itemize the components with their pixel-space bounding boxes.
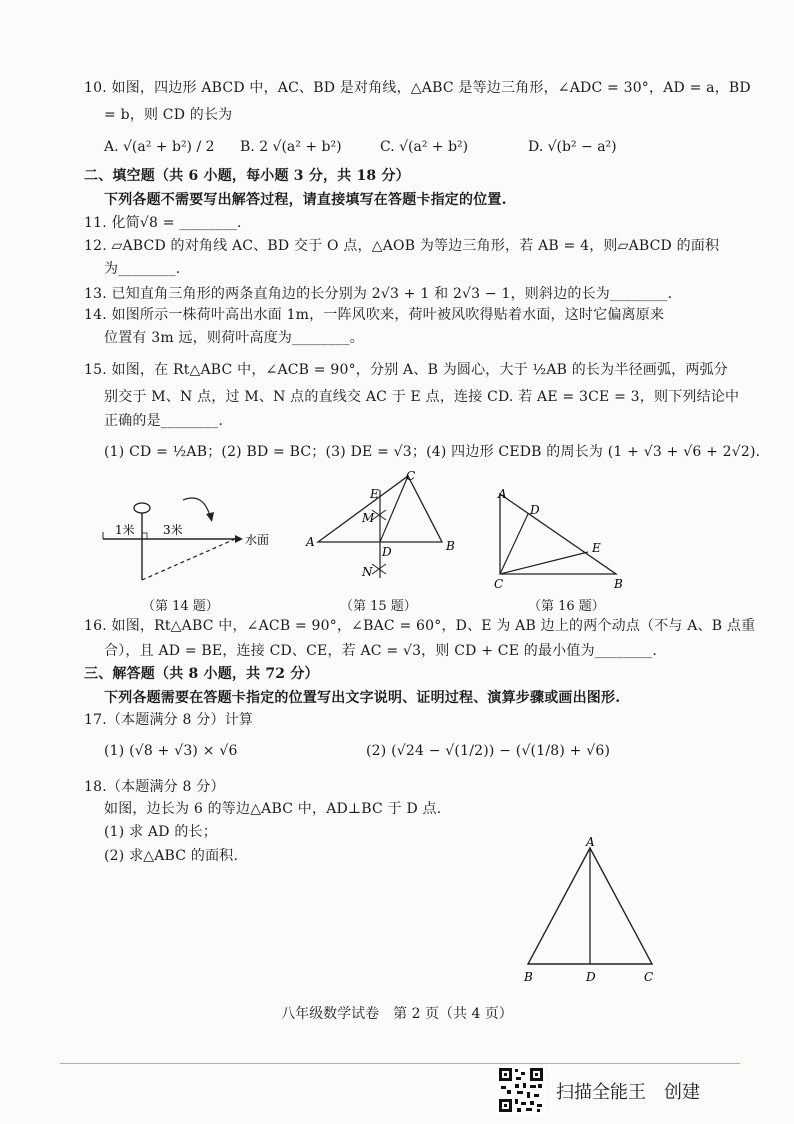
- wind-arc: [183, 498, 210, 516]
- q14-line2: 位置有 3m 远，则荷叶高度为________。: [104, 330, 364, 346]
- label-c: C: [644, 970, 654, 984]
- q14-line1: 14. 如图所示一株荷叶高出水面 1m，一阵风吹来，荷叶被风吹得贴着水面，这时它偏离原来: [84, 307, 665, 323]
- label-b: B: [614, 577, 623, 591]
- label-b: B: [446, 539, 455, 553]
- triangle-acb: [500, 494, 616, 574]
- label-d: D: [382, 545, 392, 559]
- q15-line4: (1) CD = ½AB；(2) BD = BC；(3) DE = √3；(4) 四边形 CEDB 的周长为 (1 + √3 + √6 + 2√2).: [104, 444, 761, 460]
- q18-line3: (2) 求△ABC 的面积.: [104, 848, 239, 864]
- label-d: D: [530, 503, 540, 517]
- figure-14: [95, 472, 285, 592]
- figure-16: [488, 484, 638, 594]
- q16-line1: 16. 如图，Rt△ABC 中，∠ACB = 90°，∠BAC = 60°，D、E 为 AB 边上的两个动点（不与 A、B 点重: [84, 618, 756, 634]
- label-c: C: [406, 470, 416, 483]
- section2-instruction: 下列各题不需要写出解答过程，请直接填写在答题卡指定的位置.: [104, 192, 507, 208]
- caption-16: （第 16 题）: [528, 599, 605, 614]
- label-m: M: [362, 511, 375, 525]
- water-arrow-icon: [235, 535, 243, 543]
- q12-line2: 为________.: [104, 261, 181, 277]
- figure-18: [514, 836, 664, 988]
- q12-line1: 12. ▱ABCD 的对角线 AC、BD 交于 O 点，△AOB 为等边三角形，若 AB = 4，则▱ABCD 的面积: [84, 238, 720, 254]
- figure-15: [300, 470, 470, 590]
- label-c: C: [494, 577, 504, 591]
- q10-line1: 10. 如图，四边形 ABCD 中，AC、BD 是对角线，△ABC 是等边三角形，∠ADC = 30°，AD = a，BD: [84, 80, 751, 96]
- q11: 11. 化简√8 = ________.: [84, 215, 242, 231]
- section3-title: 三、解答题（共 8 小题，共 72 分）: [84, 666, 319, 682]
- caption-15: （第 15 题）: [340, 599, 417, 614]
- q17-part1: (1) (√8 + √3) × √6: [104, 743, 238, 759]
- label-1m: 1米: [115, 523, 135, 537]
- section3-instruction: 下列各题需要在答题卡指定的位置写出文字说明、证明过程、演算步骤或画出图形.: [104, 690, 621, 706]
- label-3m: 3米: [163, 523, 183, 537]
- q18-title: 18.（本题满分 8 分）: [84, 779, 225, 795]
- caption-14: （第 14 题）: [142, 599, 219, 614]
- q17-title: 17.（本题满分 8 分）计算: [84, 712, 254, 728]
- wind-arrow-icon: [206, 512, 214, 522]
- q16-line2: 合），且 AD = BE，连接 CD、CE，若 AC = √3，则 CD + CE 的最小值为________.: [104, 643, 658, 659]
- label-water: 水面: [245, 533, 270, 547]
- q15-line2: 别交于 M、N 点，过 M、N 点的直线交 AC 于 E 点，连接 CD. 若 AE = 3CE = 3，则下列结论中: [104, 389, 740, 405]
- qr-code-icon[interactable]: [497, 1066, 545, 1114]
- q10-option-b: B. 2 √(a² + b²): [240, 139, 342, 155]
- q10-option-a: A. √(a² + b²) / 2: [104, 139, 215, 155]
- q10-option-c: C. √(a² + b²): [380, 139, 469, 155]
- label-d: D: [586, 970, 596, 984]
- label-a: A: [586, 836, 595, 849]
- label-n: N: [362, 565, 373, 579]
- q10-option-d: D. √(b² − a²): [528, 139, 617, 155]
- label-e: E: [592, 541, 601, 555]
- bent-stem-dashed: [142, 539, 235, 580]
- label-e: E: [370, 487, 379, 501]
- q15-line1: 15. 如图，在 Rt△ABC 中，∠ACB = 90°，分别 A、B 为圆心，大于 ½AB 的长为半径画弧，两弧分: [84, 362, 728, 378]
- label-b: B: [524, 970, 533, 984]
- label-a: A: [498, 487, 507, 501]
- lotus-leaf: [134, 503, 150, 513]
- scanner-watermark: 扫描全能王 创建: [556, 1082, 700, 1103]
- q10-line2: = b，则 CD 的长为: [104, 107, 233, 123]
- label-a: A: [306, 535, 315, 549]
- section2-title: 二、填空题（共 6 小题，每小题 3 分，共 18 分）: [84, 168, 410, 184]
- q18-line1: 如图，边长为 6 的等边△ABC 中，AD⊥BC 于 D 点.: [104, 801, 442, 817]
- page-footer: 八年级数学试卷 第 2 页（共 4 页）: [281, 1006, 513, 1022]
- q17-part2: (2) (√24 − √(1/2)) − (√(1/8) + √6): [366, 743, 611, 759]
- bottom-rule: [60, 1063, 740, 1064]
- segment-ce: [500, 552, 588, 574]
- q13: 13. 已知直角三角形的两条直角边的长分别为 2√3 + 1 和 2√3 − 1，则斜边的长为________.: [84, 286, 673, 302]
- q15-line3: 正确的是________.: [104, 413, 224, 429]
- q18-line2: (1) 求 AD 的长；: [104, 824, 217, 840]
- segment-cd: [500, 514, 528, 574]
